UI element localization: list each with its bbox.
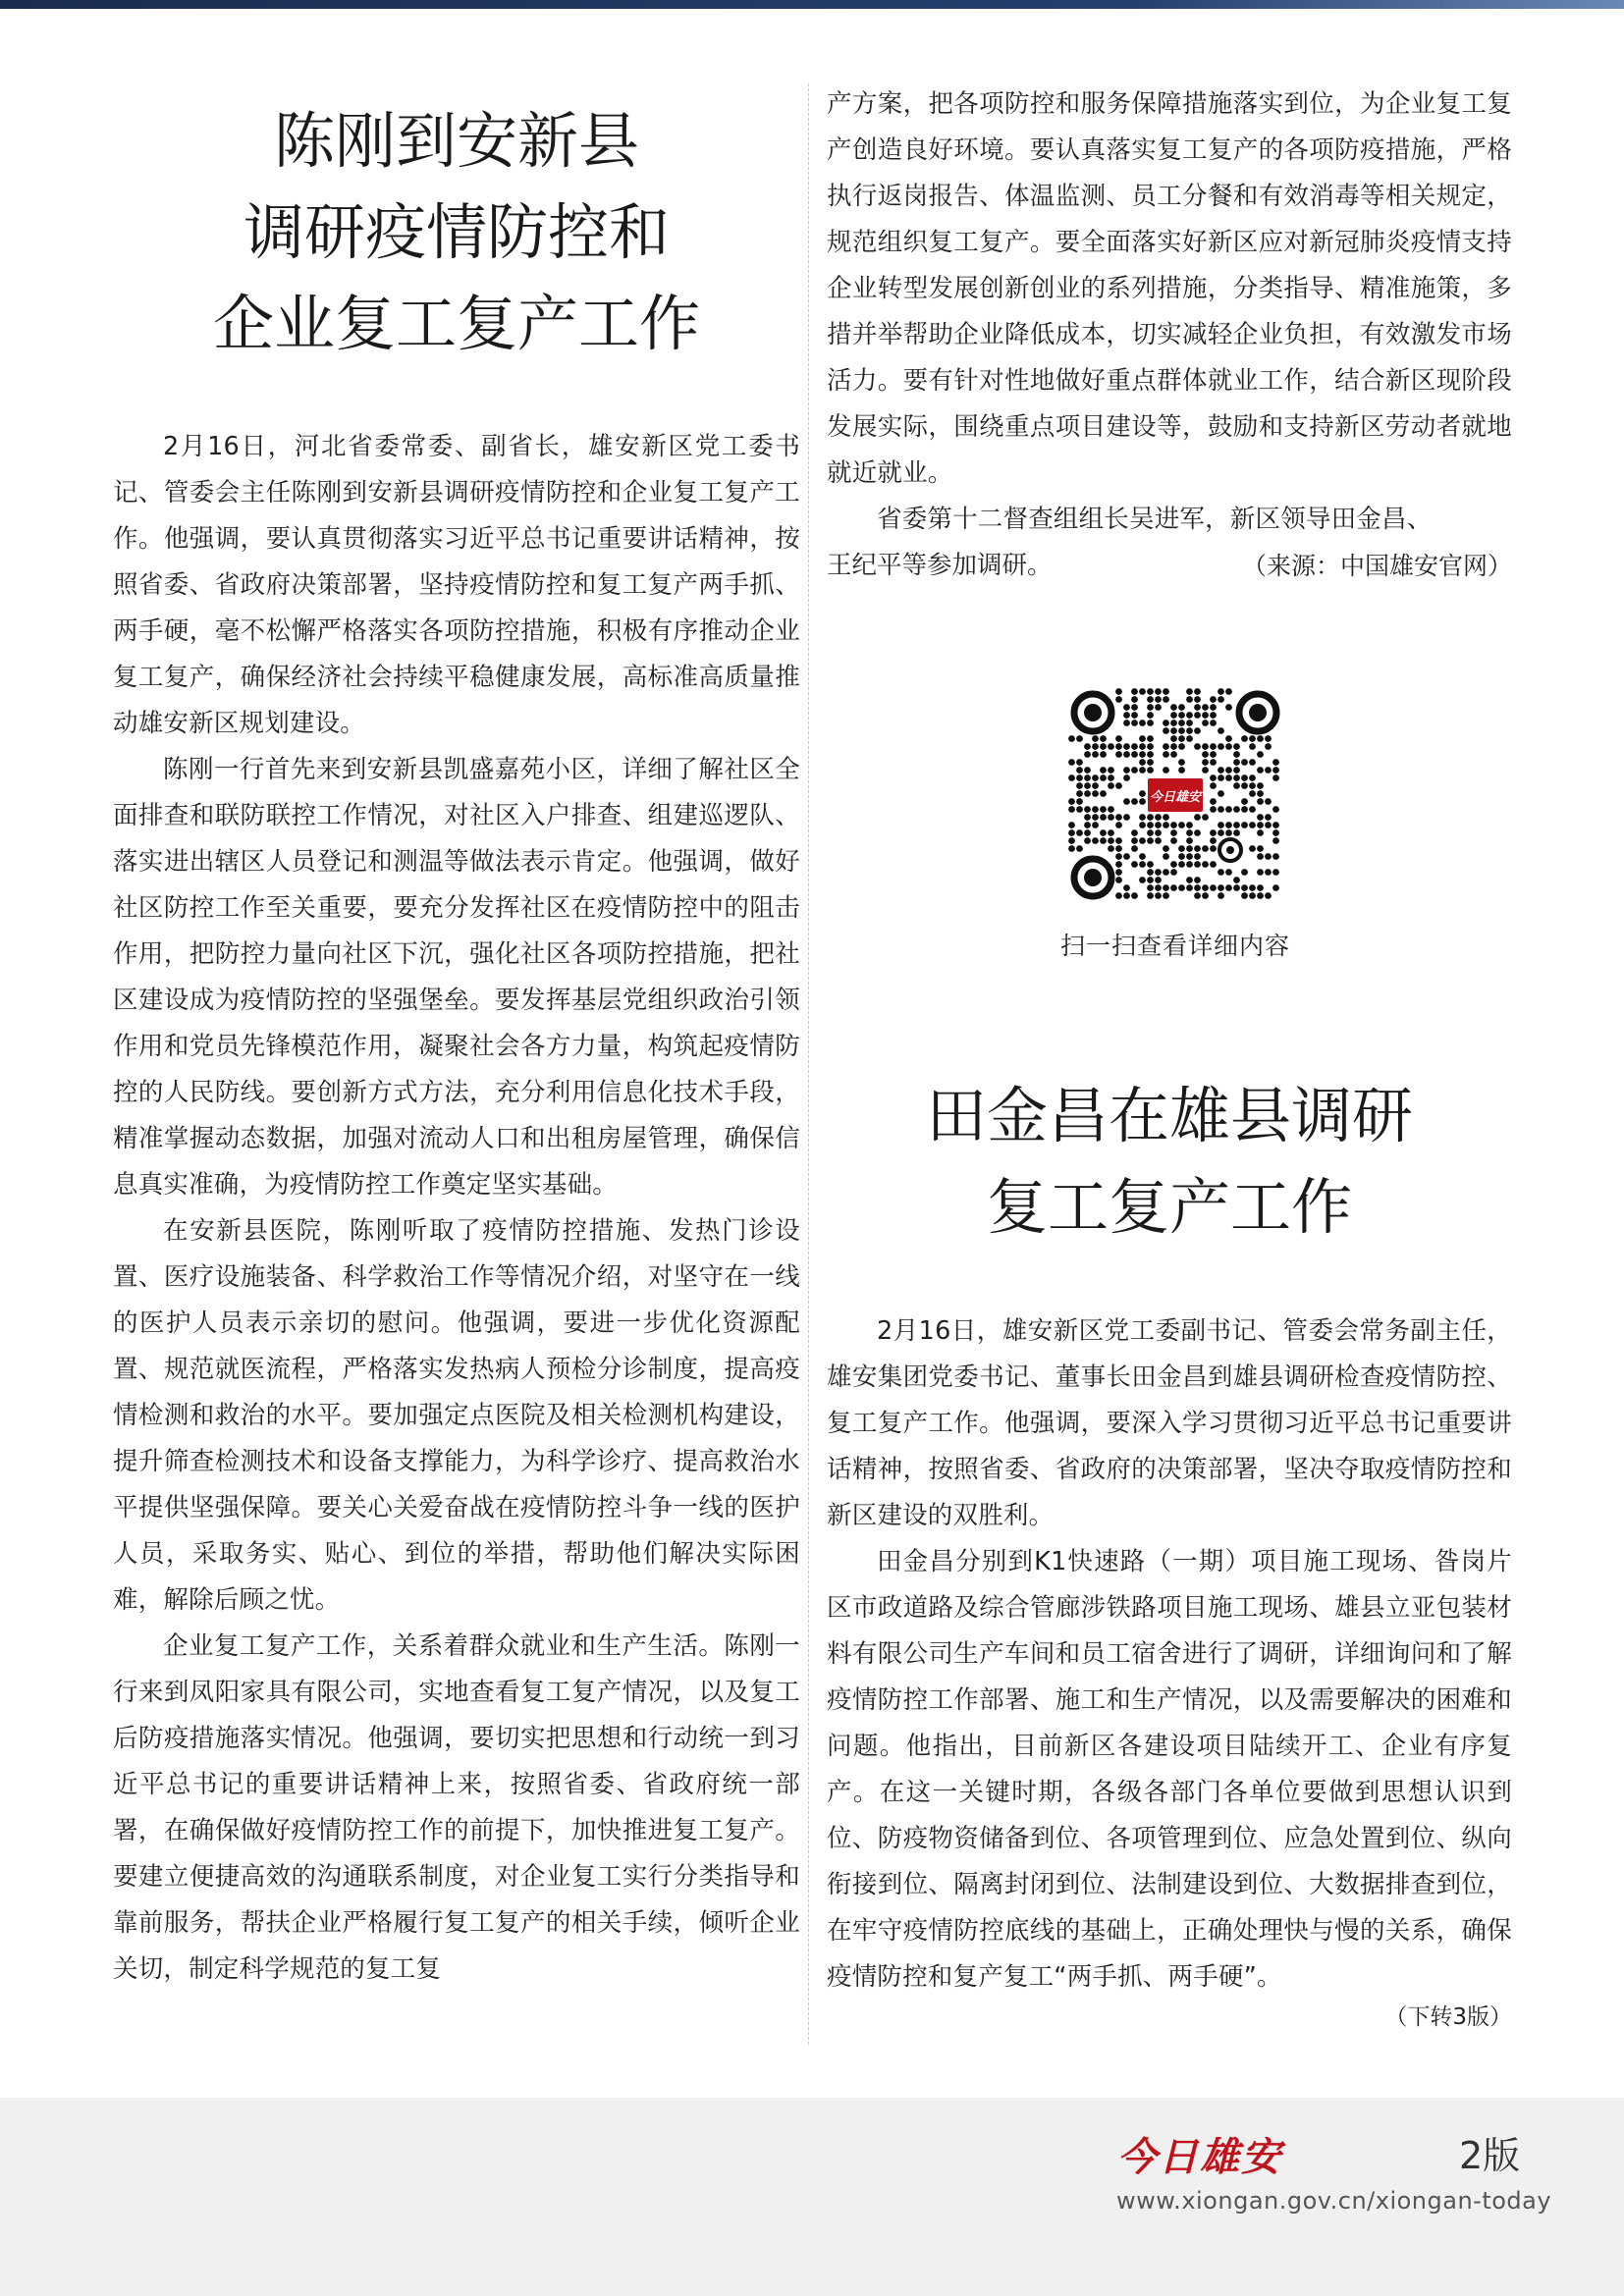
column-divider (808, 83, 809, 2045)
article1-paragraph: 企业复工复产工作，关系着群众就业和生产生活。陈刚一行来到凤阳家具有限公司，实地查看复工复产情况，以及复工后防疫措施落实情况。他强调，要切实把思想和行动统一到习近平总书记的重要讲话精神上来，按照省委、省政府统一部署，在确保做好疫情防控工作的前提下，加快推进复工复产。要建立便捷高效的沟通联系制度，对企业复工实行分类指导和靠前服务，帮扶企业严格履行复工复产的相关手续，倾听企业关切，制定科学规范的复工复 (113, 1631, 800, 1984)
article1-paragraph: 省委第十二督查组组长吴进军，新区领导田金昌、 (877, 505, 1433, 534)
article2-headline (827, 1070, 1512, 1253)
qr-caption: 扫一扫查看详细内容 (1059, 932, 1290, 960)
article2-headline-line: 复工复产工作 (986, 1171, 1352, 1243)
page-number: 2版 (1459, 2134, 1521, 2177)
article1-headline-line: 陈刚到安新县 (273, 105, 639, 177)
article1-paragraph: 在安新县医院，陈刚听取了疫情防控措施、发热门诊设置、医疗设施装备、科学救治工作等情况介绍，对坚守在一线的医护人员表示亲切的慰问。他强调，要进一步优化资源配置、规范就医流程，严格落实发热病人预检分诊制度，提高疫情检测和救治的水平。要加强定点医院及相关检测机构建设，提升筛查检测技术和设备支撑能力，为科学诊疗、提高救治水平提供坚强保障。要关心关爱奋战在疫情防控斗争一线的医护人员，采取务实、贴心、到位的举措，帮助他们解决实际困难，解除后顾之忧。 (113, 1216, 800, 1615)
article1-headline-line: 调研疫情防控和 (243, 196, 670, 268)
brand-logo: 今日雄安 (1117, 2134, 1282, 2180)
article1-body (113, 424, 800, 1993)
article1-last-text: 王纪平等参加调研。 (827, 551, 1053, 580)
article1-paragraph: 产方案，把各项防控和服务保障措施落实到位，为企业复工复产创造良好环境。要认真落实复工复产的各项防疫措施，严格执行返岗报告、体温监测、员工分餐和有效消毒等相关规定，规范组织复工复产。要全面落实好新区应对新冠肺炎疫情支持企业转型发展创新创业的系列措施，分类指导、精准施策，多措并举帮助企业降低成本，切实减轻企业负担，有效激发市场活力。要有针对性地做好重点群体就业工作，结合新区现阶段发展实际，围绕重点项目建设等，鼓励和支持新区劳动者就地就近就业。 (827, 89, 1512, 488)
continued-on-page-note: （下转3版） (1384, 2004, 1512, 2030)
article1-headline-line: 企业复工复产工作 (212, 288, 700, 359)
top-accent-bar (0, 0, 1624, 9)
qr-code-icon[interactable] (1067, 687, 1283, 903)
site-url[interactable]: www.xiongan.gov.cn/xiongan-today (1116, 2187, 1552, 2215)
qr-center-label: 今日雄安 (1149, 790, 1202, 805)
article2-headline-line: 田金昌在雄县调研 (925, 1080, 1413, 1151)
article1-last-line (827, 543, 1512, 589)
qr-block (1049, 687, 1302, 962)
article1-headline (113, 95, 800, 369)
article2-paragraph: 2月16日，雄安新区党工委副书记、管委会常务副主任，雄安集团党委书记、董事长田金昌到雄县调研检查疫情防控、复工复产工作。他强调，要深入学习贯彻习近平总书记重要讲话精神，按照省委、省政府的决策部署，坚决夺取疫情防控和新区建设的双胜利。 (827, 1316, 1512, 1530)
article1-paragraph: 2月16日，河北省委常委、副省长，雄安新区党工委书记、管委会主任陈刚到安新县调研疫情防控和企业复工复产工作。他强调，要认真贯彻落实习近平总书记重要讲话精神，按照省委、省政府决策部署，坚持疫情防控和复工复产两手抓、两手硬，毫不松懈严格落实各项防控措施，积极有序推动企业复工复产，确保经济社会持续平稳健康发展，高标准高质量推动雄安新区规划建设。 (113, 432, 800, 738)
article2-body (827, 1308, 1512, 2031)
article1-paragraph: 陈刚一行首先来到安新县凯盛嘉苑小区，详细了解社区全面排查和联防联控工作情况，对社区入户排查、组建巡逻队、落实进出辖区人员登记和测温等做法表示肯定。他强调，做好社区防控工作至关重要，要充分发挥社区在疫情防控中的阻击作用，把防控力量向社区下沉，强化社区各项防控措施，把社区建设成为疫情防控的坚强堡垒。要发挥基层党组织政治引领作用和党员先锋模范作用，凝聚社会各方力量，构筑起疫情防控的人民防线。要创新方式方法，充分利用信息化技术手段，精准掌握动态数据，加强对流动人口和出租房屋管理，确保信息真实准确，为疫情防控工作奠定坚实基础。 (113, 755, 800, 1200)
article2-paragraph: 田金昌分别到K1快速路（一期）项目施工现场、昝岗片区市政道路及综合管廊涉铁路项目施工现场、雄县立亚包装材料有限公司生产车间和员工宿舍进行了调研，详细询问和了解疫情防控工作部署、施工和生产情况，以及需要解决的困难和问题。他指出，目前新区各建设项目陆续开工、企业有序复产。在这一关键时期，各级各部门各单位要做到思想认识到位、防疫物资储备到位、各项管理到位、应急处置到位、纵向衔接到位、隔离封闭到位、法制建设到位、大数据排查到位，在牢守疫情防控底线的基础上，正确处理快与慢的关系，确保疫情防控和复产复工“两手抓、两手硬”。 (827, 1547, 1512, 1992)
article1-continuation (827, 81, 1512, 589)
article1-source: （来源：中国雄安官网） (1241, 552, 1512, 580)
